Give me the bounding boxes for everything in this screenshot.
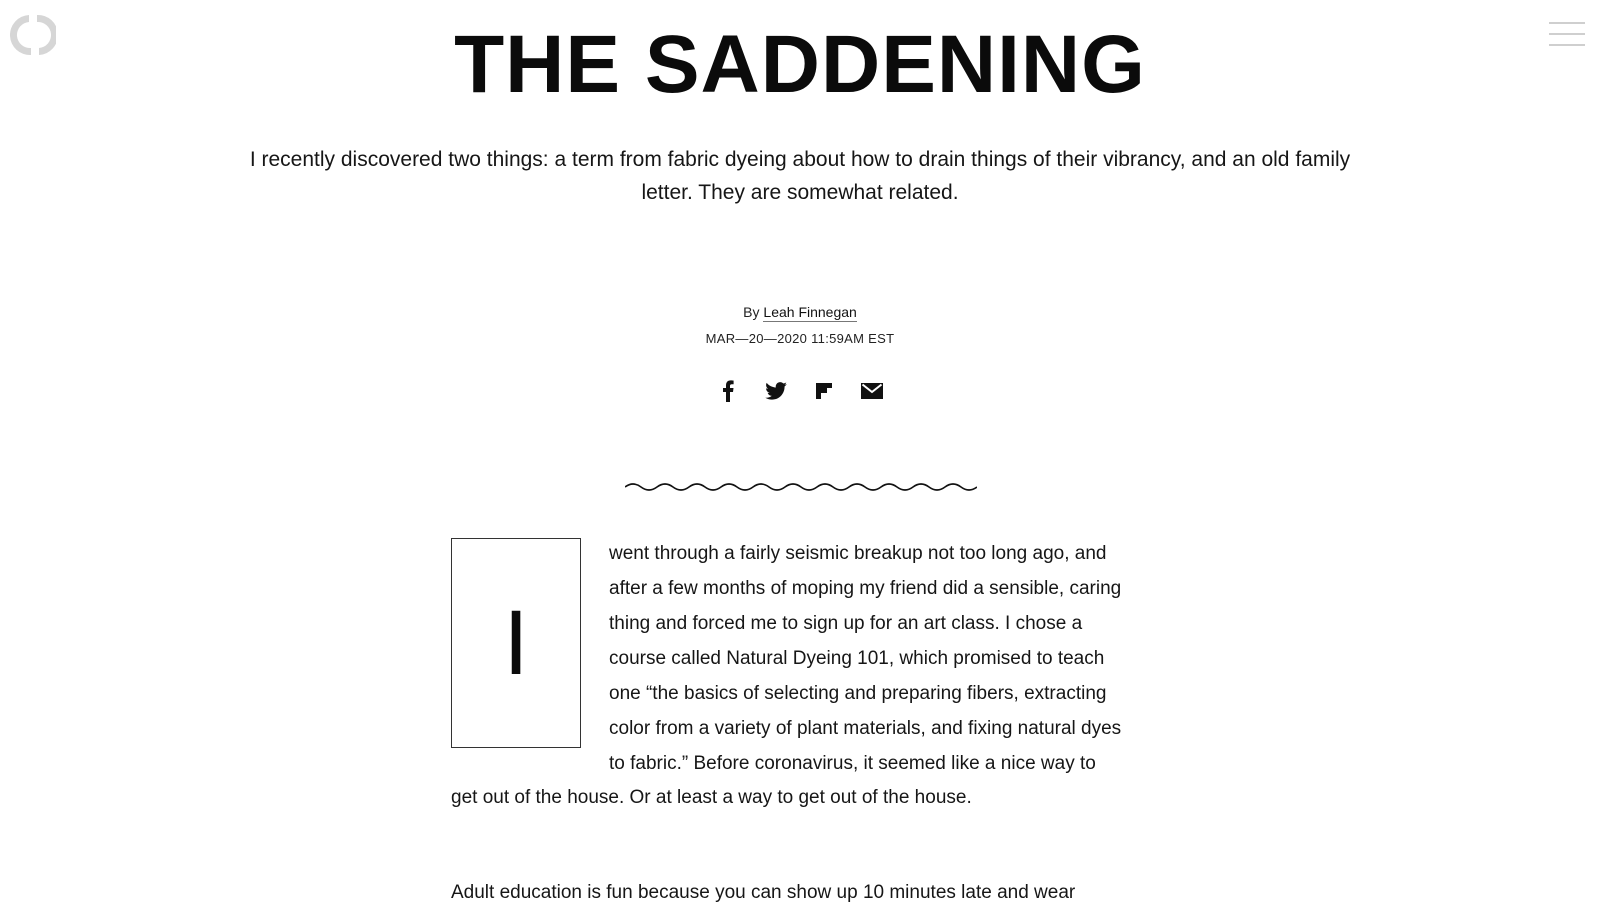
paragraph-line: course called Natural Dyeing 101, which promised to teach xyxy=(609,648,1105,669)
twitter-icon[interactable] xyxy=(763,378,789,404)
article-dek xyxy=(220,143,1380,209)
squiggle-divider xyxy=(625,480,977,494)
dek-line: letter. They are somewhat related. xyxy=(641,181,959,204)
paragraph-line: after a few months of moping my friend did a sensible, caring xyxy=(609,578,1122,599)
author-link[interactable]: Leah Finnegan xyxy=(763,304,857,320)
paragraph-line: get out of the house. Or at least a way to get out of the house. xyxy=(451,787,972,808)
publish-date: MAR—20—2020 11:59AM EST xyxy=(705,331,895,346)
paragraph-line: thing and forced me to sign up for an art class. I chose a xyxy=(609,613,1083,634)
paragraph-line: one “the basics of selecting and preparing fibers, extracting xyxy=(609,683,1107,704)
article-paragraph: Adult education is fun because you can show up 10 minutes late and wear xyxy=(451,882,1076,903)
article-paragraph xyxy=(609,536,1121,781)
dek-line: I recently discovered two things: a term from fabric dyeing about how to drain things of their vibrancy, and an old family xyxy=(249,148,1351,171)
paragraph-line: to fabric.” Before coronavirus, it seemed like a nice way to xyxy=(609,753,1096,774)
drop-cap: I xyxy=(451,538,581,748)
byline xyxy=(0,304,1600,320)
share-bar xyxy=(715,378,885,404)
flipboard-icon[interactable] xyxy=(811,378,837,404)
facebook-icon[interactable] xyxy=(715,378,741,404)
byline-prefix: By xyxy=(743,304,764,320)
email-icon[interactable] xyxy=(859,378,885,404)
article-title: THE SADDENING xyxy=(454,19,1146,110)
paragraph-line: went through a fairly seismic breakup not too long ago, and xyxy=(609,543,1107,564)
paragraph-line: color from a variety of plant materials, and fixing natural dyes xyxy=(609,718,1122,739)
